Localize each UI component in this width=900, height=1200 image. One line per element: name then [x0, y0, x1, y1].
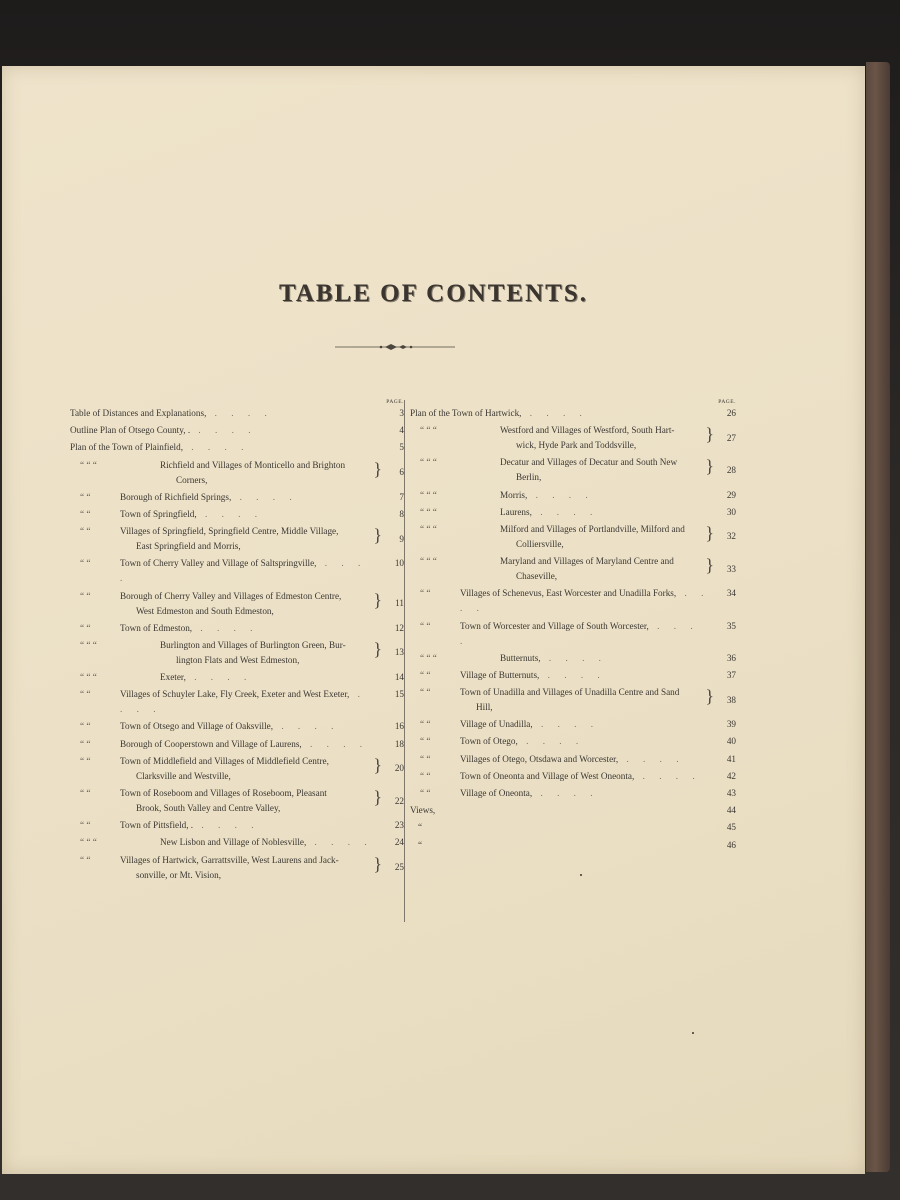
column-divider — [404, 400, 405, 922]
ditto-marks: “ “ — [420, 736, 431, 747]
leader-dots: . . . . — [618, 753, 685, 764]
ditto-marks: “ “ — [420, 753, 431, 764]
toc-entry — [70, 835, 404, 850]
entry-title: Villages of Otego, Otsdawa and Worcester, — [460, 753, 619, 764]
book-binding — [866, 62, 890, 1172]
ditto-marks: “ “ — [80, 622, 91, 633]
leader-dots: . . . . — [531, 506, 599, 517]
entry-title-continued: Corners, — [176, 474, 208, 485]
toc-entry — [410, 734, 736, 749]
toc-entry — [410, 820, 736, 835]
bracket-glyph: } — [705, 686, 714, 707]
leader-dots: . . . . — [231, 491, 298, 502]
page-number: 10 — [394, 558, 404, 569]
entry-title: Village of Butternuts, — [460, 669, 540, 680]
leader-dots: . . . . — [192, 622, 259, 633]
entry-title-continued: Clarksville and Westville, — [136, 770, 231, 781]
book-page — [2, 66, 865, 1174]
entry-title: Villages of Hartwick, Garrattsville, West Laurens and Jack- — [120, 854, 339, 865]
entry-title: Exeter, — [160, 672, 186, 683]
ditto-marks: “ “ — [80, 491, 91, 502]
bracket-glyph: } — [705, 522, 714, 543]
bracket-glyph: } — [373, 589, 382, 610]
toc-entry — [70, 524, 404, 554]
entry-title-continued: Berlin, — [516, 472, 542, 483]
leader-dots: . . . . — [532, 788, 599, 798]
leader-dots: . . . . — [540, 652, 607, 663]
entry-title: Town of Springfield, — [120, 508, 197, 519]
ditto-marks: “ “ — [420, 719, 431, 730]
leader-dots: . . . . — [306, 837, 373, 848]
leader-dots: . . . . — [273, 721, 340, 732]
bracket-glyph: } — [705, 456, 714, 477]
entry-title-continued: West Edmeston and South Edmeston, — [136, 605, 274, 616]
page-number: 27 — [726, 432, 736, 443]
page-number: 23 — [394, 820, 404, 831]
entry-title: Milford and Villages of Portlandville, Milford and — [500, 523, 685, 534]
ditto-marks: “ “ — [80, 526, 91, 537]
leader-dots: . . . . — [196, 508, 264, 519]
ditto-marks: “ “ “ — [80, 837, 97, 848]
bracket-glyph: } — [373, 458, 382, 479]
leader-dots: . . . . — [521, 408, 588, 418]
toc-entry — [70, 406, 404, 421]
page-number: 30 — [726, 506, 736, 517]
ditto-marks: “ “ — [80, 738, 91, 749]
page-number: 3 — [399, 408, 404, 418]
entry-title: Outline Plan of Otsego County, . — [70, 425, 191, 436]
toc-entry — [70, 440, 404, 455]
ditto-marks: “ “ — [80, 590, 91, 601]
views-block — [410, 803, 736, 852]
page-number: 46 — [726, 839, 736, 850]
toc-entry — [70, 818, 404, 833]
entry-title: Town of Otego, — [460, 736, 518, 747]
page-number: 15 — [394, 689, 404, 700]
ditto-marks: “ “ — [80, 721, 91, 732]
bracket-glyph: } — [705, 424, 714, 445]
page-number: 4 — [399, 425, 404, 436]
ditto-marks: “ “ — [420, 687, 431, 698]
toc-entry — [410, 668, 736, 683]
ditto-marks: “ “ — [420, 620, 431, 631]
entry-title: Borough of Richfield Springs, — [120, 491, 232, 502]
entry-title-continued: wick, Hyde Park and Toddsville, — [516, 440, 637, 451]
toc-entry — [70, 719, 404, 734]
page-number: 32 — [726, 531, 736, 542]
toc-entry — [410, 455, 736, 485]
bracket-glyph: } — [705, 555, 714, 576]
ditto-marks: “ “ “ — [420, 523, 437, 534]
ditto-marks: “ — [418, 822, 423, 833]
ditto-marks: “ “ “ — [420, 506, 437, 517]
entry-title: Maryland and Villages of Maryland Centre and — [500, 556, 674, 567]
ditto-marks: “ “ — [80, 854, 91, 865]
toc-entry — [70, 507, 404, 522]
bracket-glyph: } — [373, 754, 382, 775]
toc-right-list — [410, 406, 736, 801]
entry-title: Town of Edmeston, — [120, 622, 193, 633]
leader-dots: . . . . — [120, 689, 366, 715]
page-number: 9 — [399, 533, 404, 544]
toc-entry — [410, 717, 736, 732]
page-number: 14 — [394, 672, 404, 683]
bracket-glyph: } — [373, 853, 382, 874]
page-number: 6 — [399, 467, 404, 478]
page-number: 28 — [726, 464, 736, 475]
page-column-heading: PAGE. — [718, 399, 736, 405]
entry-title-continued: East Springfield and Morris, — [136, 541, 241, 552]
toc-entry — [410, 554, 736, 584]
entry-title: Westford and Villages of Westford, South Hart- — [500, 425, 675, 436]
page-number: 22 — [394, 795, 404, 806]
toc-entry — [70, 621, 404, 636]
page-number: 20 — [394, 763, 404, 774]
entry-title: Villages of Schuyler Lake, Fly Creek, Exeter and West Exeter, — [120, 689, 350, 700]
leader-dots: . . . . — [185, 672, 253, 683]
entry-title: Villages of Springfield, Springfield Centre, Middle Village, — [120, 526, 339, 537]
page-number: 38 — [726, 694, 736, 705]
page-number: 34 — [726, 588, 736, 599]
page-number: 18 — [394, 738, 404, 749]
toc-entry — [410, 786, 736, 801]
page-number: 39 — [726, 719, 736, 730]
leader-dots: . . . . — [206, 408, 273, 418]
entry-title: Villages of Schenevus, East Worcester and Unadilla Forks, — [460, 588, 677, 599]
page-number: 12 — [394, 622, 404, 633]
page-number: 36 — [726, 652, 736, 663]
toc-entry — [410, 406, 736, 421]
toc-right-column — [410, 398, 736, 855]
page-number: 33 — [726, 563, 736, 574]
bracket-glyph: } — [373, 638, 382, 659]
ditto-marks: “ “ — [80, 755, 91, 766]
toc-entry — [70, 556, 404, 586]
ditto-marks: “ “ — [420, 669, 431, 680]
ditto-marks: “ “ “ — [420, 425, 437, 436]
bracket-glyph: } — [373, 525, 382, 546]
leader-dots: . . . . — [193, 820, 260, 831]
page-number: 5 — [399, 442, 404, 453]
leader-dots: . . . . — [634, 770, 701, 781]
ditto-marks: “ “ — [420, 788, 431, 798]
leader-dots: . . . . — [301, 738, 369, 749]
page-number: 11 — [395, 598, 404, 608]
entry-title: Town of Middlefield and Villages of Middlefield Centre, — [120, 755, 329, 766]
page-title: TABLE OF CONTENTS. — [279, 280, 588, 307]
toc-entry — [410, 651, 736, 666]
toc-entry — [70, 423, 404, 438]
entry-title-continued: Hill, — [476, 702, 493, 713]
toc-entry — [410, 838, 736, 853]
entry-title: Town of Otsego and Village of Oaksville, — [120, 721, 274, 732]
toc-entry — [410, 488, 736, 503]
ditto-marks: “ “ “ — [80, 672, 97, 683]
toc-entry — [410, 769, 736, 784]
toc-entry — [70, 687, 404, 717]
paper-speck — [692, 1032, 694, 1034]
entry-title: Town of Pittsfield, . — [120, 820, 194, 831]
ditto-marks: “ “ “ — [420, 457, 437, 468]
entry-title-continued: Colliersville, — [516, 538, 564, 549]
entry-title: Morris, — [500, 489, 528, 500]
entry-title: Decatur and Villages of Decatur and South New — [500, 457, 678, 468]
leader-dots: . . . . — [532, 719, 600, 730]
toc-entry — [70, 786, 404, 816]
entry-title: Town of Unadilla and Villages of Unadilla Centre and Sand — [460, 687, 680, 698]
page-number: 16 — [394, 721, 404, 732]
ditto-marks: “ “ — [80, 558, 91, 569]
leader-dots: . . . . — [527, 489, 594, 500]
page-number: 44 — [726, 805, 736, 816]
title-ornament — [335, 342, 455, 352]
entry-title: Butternuts, — [500, 652, 541, 663]
page-column-heading: PAGE. — [386, 399, 404, 405]
toc-entry — [70, 589, 404, 619]
entry-title: Borough of Cherry Valley and Villages of Edmeston Centre, — [120, 590, 342, 601]
toc-entry — [70, 670, 404, 685]
toc-entry — [70, 490, 404, 505]
page-number: 25 — [394, 862, 404, 873]
page-number: 42 — [726, 770, 736, 781]
entry-title: Plan of the Town of Plainfield, — [70, 442, 183, 453]
ditto-marks: “ “ — [80, 820, 91, 831]
entry-title-continued: Brook, South Valley and Centre Valley, — [136, 803, 281, 813]
page-number: 26 — [726, 408, 736, 418]
page-number: 29 — [726, 489, 736, 500]
entry-title-continued: sonville, or Mt. Vision, — [136, 869, 222, 880]
toc-entry — [70, 853, 404, 883]
ditto-marks: “ “ — [420, 770, 431, 781]
ditto-marks: “ “ “ — [420, 556, 437, 567]
entry-title: Burlington and Villages of Burlington Green, Bur- — [160, 639, 346, 650]
entry-title: Town of Roseboom and Villages of Roseboom, Pleasant — [120, 788, 327, 798]
toc-entry — [70, 754, 404, 784]
ditto-marks: “ “ — [80, 788, 91, 798]
toc-left-list — [70, 406, 404, 883]
page-number: 45 — [726, 822, 736, 833]
ditto-marks: “ “ “ — [80, 459, 97, 470]
entry-title: Town of Cherry Valley and Village of Saltspringville, — [120, 558, 317, 569]
entry-title: Plan of the Town of Hartwick, — [410, 408, 522, 418]
leader-dots: . . . . — [183, 442, 250, 453]
toc-entry — [410, 505, 736, 520]
entry-title-continued: Chaseville, — [516, 571, 558, 582]
leader-dots: . . . . — [539, 669, 606, 680]
ditto-marks: “ “ “ — [80, 639, 97, 650]
leader-dots: . . . . — [190, 425, 257, 436]
entry-title: Village of Unadilla, — [460, 719, 533, 730]
ditto-marks: “ “ “ — [420, 652, 437, 663]
page-number: 43 — [726, 788, 736, 798]
leader-dots: . . . . — [120, 558, 367, 584]
ditto-marks: “ “ — [80, 689, 91, 700]
entry-title: Richfield and Villages of Monticello and Brighton — [160, 459, 346, 470]
toc-entry — [410, 522, 736, 552]
toc-entry — [70, 638, 404, 668]
ditto-marks: “ — [418, 839, 423, 850]
bracket-glyph: } — [373, 787, 382, 807]
toc-entry — [70, 737, 404, 752]
toc-left-column — [70, 398, 404, 885]
page-number: 13 — [394, 647, 404, 658]
toc-entry — [410, 752, 736, 767]
entry-title: Town of Worcester and Village of South Worcester, — [460, 620, 649, 631]
entry-title: Village of Oneonta, — [460, 788, 533, 798]
paper-speck — [580, 874, 582, 876]
toc-entry — [70, 458, 404, 488]
entry-title-continued: lington Flats and West Edmeston, — [176, 654, 300, 665]
page-number: 40 — [726, 736, 736, 747]
toc-entry — [410, 803, 736, 818]
toc-entry — [410, 619, 736, 649]
page-number: 35 — [726, 620, 736, 631]
entry-title: Borough of Cooperstown and Village of Laurens, — [120, 738, 302, 749]
ditto-marks: “ “ “ — [420, 489, 437, 500]
page-number: 37 — [726, 669, 736, 680]
entry-title: Laurens, — [500, 506, 532, 517]
toc-entry — [410, 586, 736, 616]
entry-title: Table of Distances and Explanations, — [70, 408, 207, 418]
ditto-marks: “ “ — [420, 588, 431, 599]
page-number: 24 — [394, 837, 404, 848]
toc-entry — [410, 423, 736, 453]
ditto-marks: “ “ — [80, 508, 91, 519]
views-label: Views, — [410, 805, 436, 816]
toc-entry — [410, 685, 736, 715]
entry-title: Town of Oneonta and Village of West Oneonta, — [460, 770, 635, 781]
entry-title: New Lisbon and Village of Noblesville, — [160, 837, 307, 848]
page-number: 41 — [726, 753, 736, 764]
page-number: 7 — [399, 491, 404, 502]
page-number: 8 — [399, 508, 404, 519]
leader-dots: . . . . — [517, 736, 585, 747]
leader-dots: . . . . — [460, 620, 699, 646]
leader-dots: . . . . — [460, 588, 710, 614]
